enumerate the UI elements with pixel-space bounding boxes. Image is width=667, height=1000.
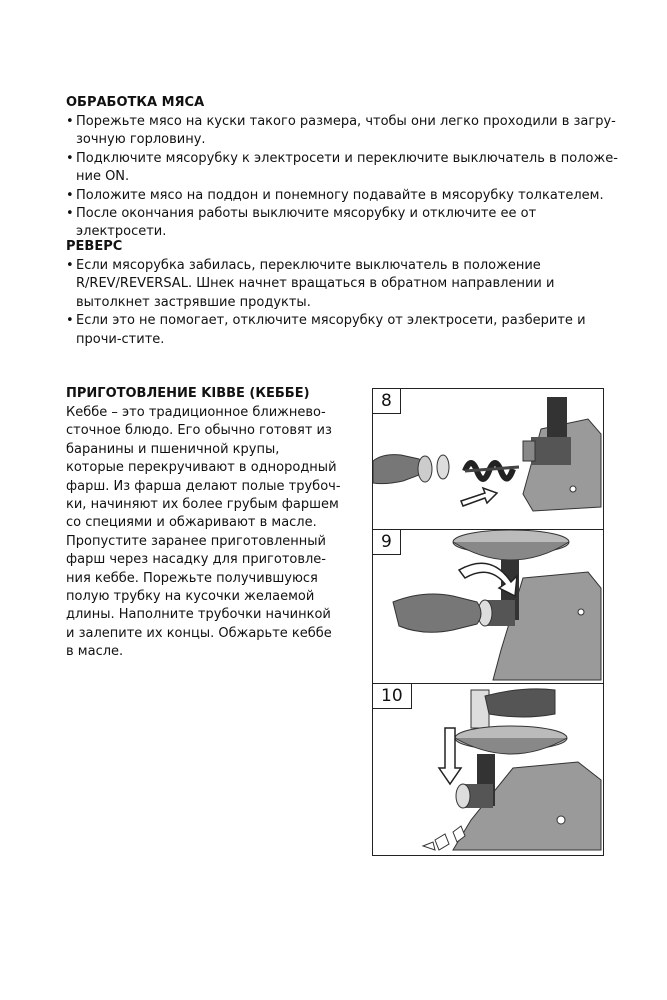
figure-panel-9: [373, 530, 603, 684]
kibbe-tube-illustration: [373, 684, 603, 855]
attachment-assembly-illustration: [373, 389, 603, 529]
heading-meat-processing: ОБРАБОТКА МЯСА: [66, 95, 205, 110]
panel-number: 9: [373, 530, 401, 555]
list-item: • Положите мясо на поддон и понемногу подавайте в мясорубку толкателем.: [66, 187, 626, 205]
list-item: • Подключите мясорубку к электросети и переключите выключатель в положе-ние ON.: [66, 150, 626, 187]
heading-kibbe: ПРИГОТОВЛЕНИЕ KIBBE (КЕББЕ): [66, 386, 310, 401]
section-reverse: [66, 238, 626, 349]
panel-number: 8: [373, 389, 401, 414]
section-meat-processing: [66, 94, 626, 242]
heading-reverse: РЕВЕРС: [66, 239, 123, 254]
figure-panel-8: [373, 389, 603, 530]
list-item: • Порежьте мясо на куски такого размера, чтобы они легко проходили в загру-зочную горловину.: [66, 113, 626, 150]
list-item: • Если мясорубка забилась, переключите выключатель в положение R/REV/REVERSAL. Шнек начнет вращаться в обратном направлении и вытолкнет застрявшие продукты.: [66, 257, 626, 312]
kibbe-description: Кеббе – это традиционное ближнево-сточное блюдо. Его обычно готовят из баранины и пшеничной крупы, которые перекручивают в однородный фарш. Из фарша делают полые трубоч-ки, начиняют их более грубым фаршем со специями и обжаривают в масле. Пропустите заранее приготовленный фарш через насадку для приготовле-ния кеббе. Порежьте получившуюся полую трубку на кусочки желаемой длины. Наполните трубочки начинкой и залепите их концы. Обжарьте кеббе в масле.: [66, 405, 341, 660]
kibbe-nozzle-illustration: [373, 530, 603, 683]
list-item: • Если это не помогает, отключите мясорубку от электросети, разберите и прочи-стите.: [66, 312, 626, 349]
panel-number: 10: [373, 684, 412, 709]
figure-panel-10: [373, 684, 603, 855]
meat-instructions-list: [66, 113, 626, 242]
kibbe-illustrations: [372, 388, 604, 856]
section-kibbe: [66, 385, 341, 662]
reverse-instructions-list: [66, 257, 626, 349]
list-item: • После окончания работы выключите мясорубку и отключите ее от электросети.: [66, 205, 626, 242]
